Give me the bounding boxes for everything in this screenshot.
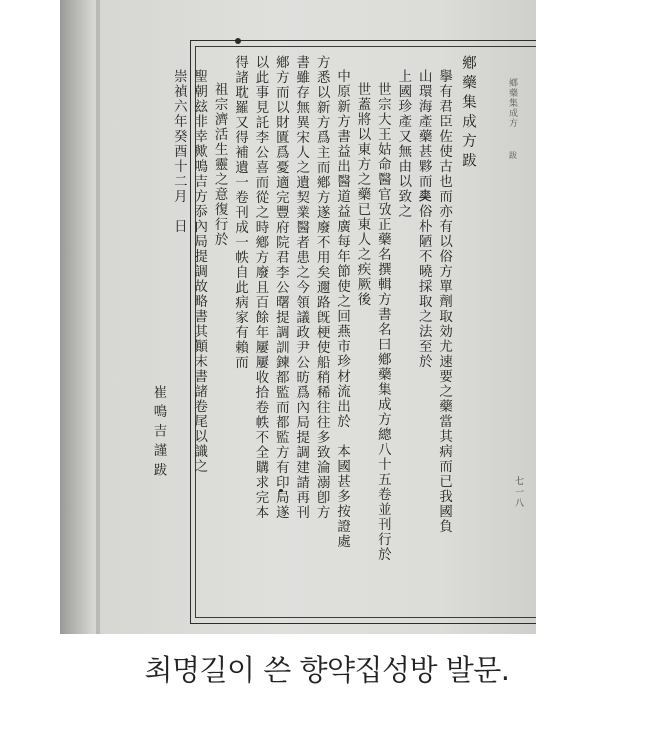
text-column: 鄕藥集成方跋 <box>460 55 476 172</box>
text-column: 祖宗濟活生靈之意復行於 <box>212 82 228 247</box>
text-column: 擧有君臣佐使古也而亦有以俗方單劑取効尤速要之藥當其病而已我國負 <box>436 69 452 534</box>
text-column: 崔鳴吉謹跋 <box>150 385 166 482</box>
book-page-photo <box>60 0 536 634</box>
text-column: 鄕方而以財匱爲憂適完豐府院君李公曙提調訓鍊都監而都監方有印局遂 <box>273 55 289 520</box>
text-column: 山環海產藥甚夥而𠁊俗朴陋不曉採取之法至於 <box>416 69 432 369</box>
text-column: 以此事見託李公喜而從之時鄕方廢且百餘年屢屢收拾卷帙不全購求完本 <box>252 55 268 520</box>
text-column: 中原新方書益出醫道益廣每年節使之回燕市珍材流出於 本國甚多按證處 <box>334 69 350 549</box>
text-column: 聖朝玆非幸歟鳴吉方忝內局提調故略書其顚末書諸卷尾以識之 <box>191 69 207 474</box>
text-column: 世蓋將以東方之藥已東人之疾厥後 <box>354 82 370 307</box>
postface-text <box>150 55 478 615</box>
ink-dot <box>235 38 241 44</box>
image-caption: 최명길이 쓴 향약집성방 발문. <box>144 653 510 687</box>
text-column: 書雖存無異宋人之遺契業醫者患之今領議政尹公昉爲內局提調建請再刊 <box>293 55 309 520</box>
text-column: 得諸耽羅又得補遺一卷刊成一帙自此病家有賴而 <box>232 55 248 370</box>
margin-section-mark: 跋 <box>509 151 517 160</box>
text-column: 上國珍產又無由以致之 <box>395 69 411 219</box>
page-gutter <box>96 0 100 634</box>
text-column: 方悉以新方爲主而鄕方遂廢不用矣邇路旣梗使船稍稀往往多致淪溺卽方 <box>314 55 330 520</box>
page-number: 七一八 <box>513 476 523 509</box>
text-column: 崇禎六年癸酉十二月 日 <box>171 69 187 234</box>
text-column: 世宗大王姑命醫官攷正藥名撰輯方書名曰鄕藥集成方總八十五卷並刊行於 <box>375 82 391 562</box>
margin-book-title: 鄕藥集成方 <box>507 78 517 128</box>
